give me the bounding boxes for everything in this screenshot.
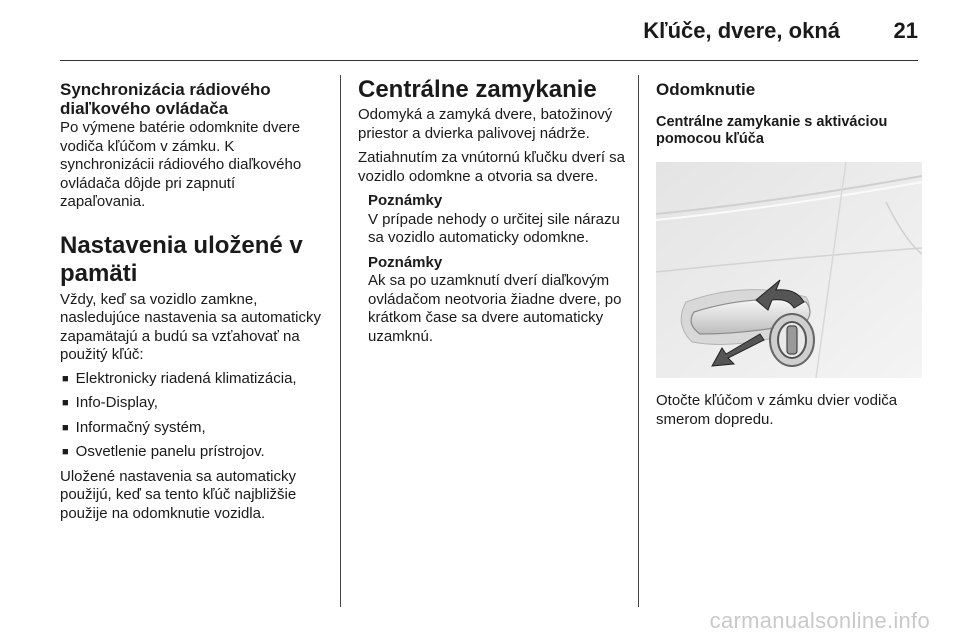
list-item: ■ Info-Display, [60,394,322,414]
column-middle [358,74,628,346]
paragraph-remote-sync: Po výmene batérie odomknite dvere vodiča kľúčom v zámku. K synchronizácii rádiového diaľkového ovládača dôjde pri zapnutí zapaľovania. [60,119,302,210]
column-divider-1 [340,75,341,607]
note-text: Ak sa po uzamknutí dverí diaľkovým ovládačom neotvoria žiadne dvere, po krátkom čase sa dvere automaticky uzamknú. [368,272,622,345]
note-title: Poznámky [368,253,443,271]
note-text: V prípade nehody o určitej sile nárazu sa vozidlo automaticky odomkne. [368,210,620,246]
note-block-autolock [358,254,628,347]
column-divider-2 [638,75,639,607]
list-item: ■ Osvetlenie panelu prístrojov. [60,443,322,463]
heading-memory-settings: Nastavenia uložené v pamäti [60,231,303,287]
heading-unlock: Odomknutie [656,80,756,99]
door-handle-key-rotation-icon [656,162,922,378]
note-block-accident [358,192,628,248]
column-left [60,74,322,523]
column-right [656,74,924,429]
watermark: carmanualsonline.info [709,608,930,633]
paragraph-memory-outro: Uložené nastavenia sa automaticky použijú, keď sa tento kľúč najbližšie použije na odomknutie vozidla. [60,467,297,522]
running-header-title: Kľúče, dvere, okná [643,18,840,43]
paragraph-memory-intro: Vždy, keď sa vozidlo zamkne, nasledujúce nastavenia sa automaticky zapamätajú a budú sa vzťahovať na použitý kľúč: [60,290,321,363]
page-number: 21 [893,18,918,43]
heading-central-locking: Centrálne zamykanie [358,76,597,103]
memory-settings-list [60,370,322,463]
paragraph-central-locking: Odomyká a zamyká dvere, batožinový priestor a dvierka palivovej nádrže. [358,106,613,142]
note-title: Poznámky [368,192,443,209]
heading-remote-sync: Synchronizácia rádiového diaľkového ovládača [60,80,271,118]
paragraph-door-handle: Zatiahnutím za vnútornú kľučku dverí sa vozidlo odomkne a otvoria sa dvere. [358,149,626,185]
list-item: ■ Elektronicky riadená klimatizácia, [60,370,322,390]
door-lock-illustration [656,162,922,378]
paragraph-unlock-instruction: Otočte kľúčom v zámku dvier vodiča smerom dopredu. [656,392,898,428]
header-divider [60,60,918,61]
subheading-key-central-locking: Centrálne zamykanie s aktiváciou pomocou kľúča [656,114,888,147]
list-item: ■ Informačný systém, [60,419,322,439]
